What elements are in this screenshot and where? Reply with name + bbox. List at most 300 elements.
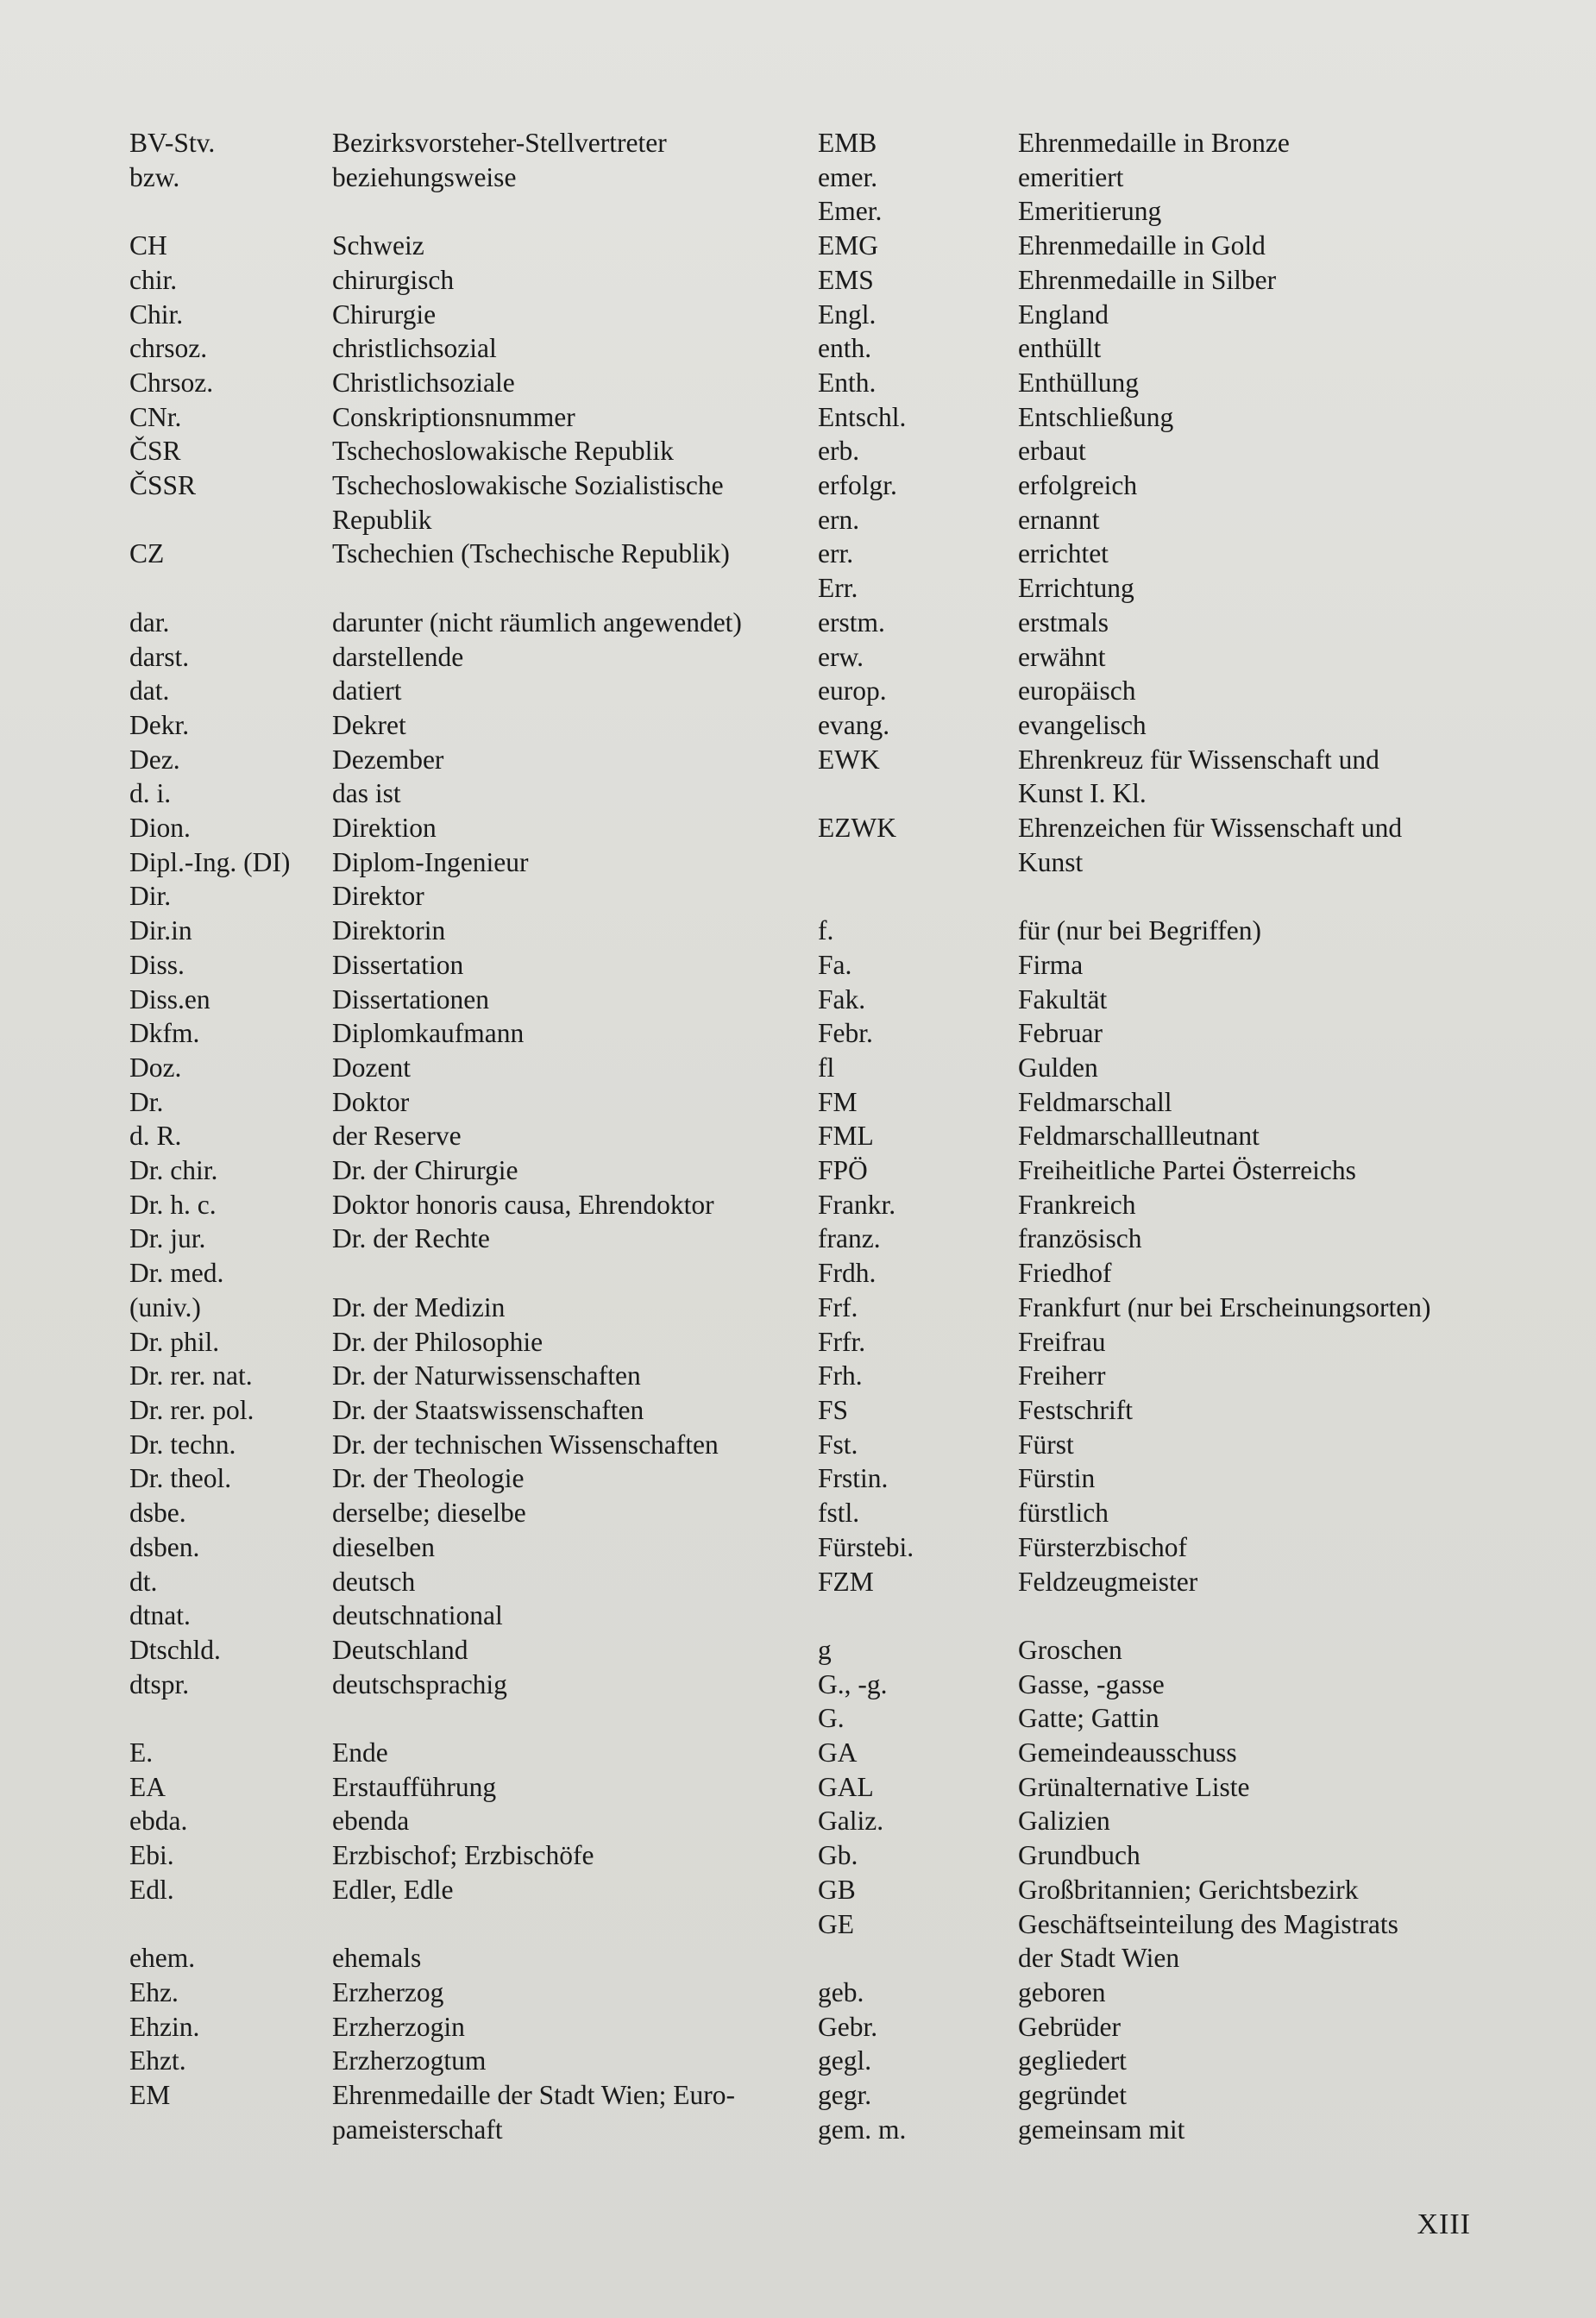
abbreviation-meaning [1018, 1907, 1525, 1976]
abbreviation-meaning [332, 983, 785, 1017]
abbreviation: dsbe. [129, 1498, 186, 1529]
abbreviation-meaning [1018, 160, 1525, 195]
abbreviation-entry [129, 1804, 785, 1838]
abbreviation: Dir. [129, 881, 172, 912]
meaning-line: errichtet [1018, 538, 1109, 569]
meaning-line: pameisterschaft [332, 2114, 503, 2145]
meaning-line: Friedhof [1018, 1258, 1112, 1289]
abbreviation-entry [818, 811, 1525, 879]
meaning-line: Gebrüder [1018, 2011, 1121, 2042]
abbreviation-entry [129, 1461, 785, 1496]
abbreviation: ehem. [129, 1943, 196, 1974]
abbreviation-meaning [1018, 331, 1525, 366]
meaning-line: deutschnational [332, 1600, 503, 1631]
abbreviation-entry [129, 1565, 785, 1599]
abbreviation-entry [818, 1119, 1525, 1153]
abbreviation-meaning [332, 1530, 785, 1565]
abbreviation-entry [129, 126, 785, 160]
abbreviation-entry [818, 298, 1525, 332]
abbreviation-meaning [1018, 1496, 1525, 1530]
abbreviation: Dr. chir. [129, 1155, 218, 1186]
abbreviation-entry [818, 2078, 1525, 2113]
abbreviation: Dr. [129, 1086, 164, 1117]
abbreviation-meaning [1018, 1804, 1525, 1838]
abbreviation: darst. [129, 641, 190, 672]
abbreviation: enth. [818, 333, 872, 364]
abbreviation-entry [129, 948, 785, 983]
abbreviation-meaning [1018, 708, 1525, 743]
meaning-line: Erzherzog [332, 1976, 444, 2007]
meaning-line: Freifrau [1018, 1326, 1106, 1357]
abbreviation-meaning [1018, 366, 1525, 400]
meaning-line: emeritiert [1018, 161, 1124, 192]
meaning-line: gemeinsam mit [1018, 2114, 1185, 2145]
abbreviation-entry [129, 1222, 785, 1256]
abbreviation-entry [129, 776, 785, 811]
abbreviation: Frfr. [818, 1326, 866, 1357]
abbreviation-entry [129, 1085, 785, 1120]
abbreviation-entry [129, 1256, 785, 1291]
abbreviation-meaning [332, 1976, 785, 2010]
abbreviation-meaning [1018, 640, 1525, 675]
abbreviation: dat. [129, 675, 170, 707]
abbreviation-entry [129, 1941, 785, 1976]
abbreviation-meaning [1018, 1668, 1525, 1702]
abbreviation-meaning [332, 1188, 785, 1222]
meaning-line: Christlichsoziale [332, 367, 515, 398]
abbreviation-meaning [332, 434, 785, 468]
abbreviation: dtnat. [129, 1600, 191, 1631]
meaning-line: Dr. der technischen Wissenschaften [332, 1429, 719, 1460]
abbreviation: d. R. [129, 1121, 182, 1152]
abbreviation: erb. [818, 436, 860, 467]
abbreviation: Entschl. [818, 401, 907, 432]
abbreviation: Fürstebi. [818, 1531, 914, 1562]
abbreviation-entry [818, 1085, 1525, 1120]
abbreviation: Dr. rer. pol. [129, 1394, 254, 1425]
abbreviation: FPÖ [818, 1155, 868, 1186]
meaning-line: Tschechoslowakische Sozialistische [332, 470, 724, 501]
meaning-line: Dr. der Naturwissenschaften [332, 1360, 641, 1391]
abbreviation: dt. [129, 1566, 158, 1597]
abbreviation-entry [129, 674, 785, 708]
abbreviation: europ. [818, 675, 887, 707]
abbreviation: E. [129, 1737, 154, 1768]
abbreviation-entry [818, 1907, 1525, 1976]
section-gap [129, 1701, 785, 1736]
abbreviation-entry [129, 1633, 785, 1668]
meaning-line: erwähnt [1018, 641, 1106, 672]
abbreviation-entry [129, 1325, 785, 1360]
meaning-line: Groschen [1018, 1634, 1122, 1665]
meaning-line: Ehrenmedaille in Gold [1018, 230, 1266, 261]
abbreviation-meaning [1018, 1633, 1525, 1668]
abbreviation-meaning [332, 1051, 785, 1085]
abbreviation-meaning [1018, 914, 1525, 948]
abbreviation: Frh. [818, 1360, 863, 1391]
meaning-line: christlichsozial [332, 333, 497, 364]
meaning-line: Direktion [332, 813, 437, 844]
meaning-line: Ende [332, 1737, 388, 1768]
abbreviation-entry [129, 879, 785, 914]
abbreviation-meaning [332, 914, 785, 948]
abbreviation-meaning [332, 1804, 785, 1838]
abbreviation-entry [818, 1428, 1525, 1462]
abbreviation: CZ [129, 538, 165, 569]
meaning-line: Doktor [332, 1086, 410, 1117]
abbreviation: FM [818, 1086, 858, 1117]
section-gap [818, 1599, 1525, 1633]
abbreviation-entry [129, 298, 785, 332]
abbreviation: G. [818, 1703, 845, 1734]
abbreviation: Err. [818, 573, 858, 604]
abbreviation: Frdh. [818, 1258, 877, 1289]
abbreviation-meaning [332, 1599, 785, 1633]
abbreviation-entry [818, 1668, 1525, 1702]
section-gap [129, 571, 785, 606]
meaning-line: Geschäftseinteilung des Magistrats [1018, 1908, 1398, 1939]
abbreviation: Dr. theol. [129, 1463, 232, 1494]
abbreviation: Dr. h. c. [129, 1189, 217, 1220]
abbreviation: Fa. [818, 949, 852, 980]
abbreviation-entry [818, 160, 1525, 195]
meaning-line: Februar [1018, 1018, 1103, 1049]
abbreviation-entry [129, 1873, 785, 1907]
meaning-line: Erzherzogtum [332, 2045, 487, 2076]
abbreviation-meaning [332, 331, 785, 366]
abbreviation-entry [818, 2113, 1525, 2147]
meaning-line: Dr. der Staatswissenschaften [332, 1394, 644, 1425]
abbreviation-meaning [1018, 1838, 1525, 1873]
abbreviation-entry [818, 1359, 1525, 1393]
abbreviation-meaning [332, 1496, 785, 1530]
abbreviation-meaning [1018, 1428, 1525, 1462]
abbreviation-entry [129, 468, 785, 537]
abbreviation-meaning [332, 1325, 785, 1360]
meaning-line: Bezirksvorsteher-Stellvertreter [332, 128, 667, 158]
abbreviation-entry [818, 263, 1525, 298]
abbreviation-meaning [332, 229, 785, 263]
abbreviation-entry [129, 708, 785, 743]
abbreviation: ČSSR [129, 470, 197, 501]
abbreviation-meaning [1018, 537, 1525, 571]
meaning-line: Chirurgie [332, 298, 437, 330]
abbreviation-meaning [1018, 1016, 1525, 1051]
meaning-line: Grünalternative Liste [1018, 1771, 1250, 1802]
abbreviation: ebda. [129, 1806, 188, 1837]
abbreviation: Dr. phil. [129, 1326, 220, 1357]
meaning-line: Festschrift [1018, 1395, 1133, 1425]
abbreviation: erfolgr. [818, 470, 897, 501]
meaning-line: Tschechoslowakische Republik [332, 436, 674, 467]
meaning-line: Dr. der Philosophie [332, 1326, 544, 1357]
abbreviation-entry [818, 1976, 1525, 2010]
abbreviation: EMS [818, 264, 874, 295]
abbreviation-entry [818, 1256, 1525, 1291]
abbreviation: Enth. [818, 367, 877, 398]
abbreviation-meaning [1018, 503, 1525, 537]
abbreviation-meaning [1018, 400, 1525, 435]
meaning-line: Entschließung [1018, 401, 1174, 432]
abbreviation-entry [818, 571, 1525, 606]
abbreviation-meaning [332, 776, 785, 811]
abbreviation-entry [818, 606, 1525, 640]
meaning-line: Feldmarschall [1018, 1086, 1172, 1117]
abbreviation-meaning [1018, 1153, 1525, 1188]
abbreviation-meaning [1018, 263, 1525, 298]
abbreviation-entry [129, 1359, 785, 1393]
abbreviation: GB [818, 1874, 856, 1905]
abbreviation-entry [129, 640, 785, 675]
abbreviation: chir. [129, 264, 178, 295]
abbreviation: ern. [818, 504, 860, 535]
abbreviation-entry [818, 400, 1525, 435]
meaning-line: Ehrenzeichen für Wissenschaft und [1018, 813, 1403, 844]
abbreviation-meaning [332, 400, 785, 435]
abbreviation: d. i. [129, 778, 172, 809]
abbreviation-entry [818, 1188, 1525, 1222]
abbreviation-entry [818, 194, 1525, 229]
abbreviation: Dez. [129, 744, 180, 775]
abbreviation-meaning [1018, 948, 1525, 983]
meaning-line: Kunst [1018, 846, 1084, 877]
abbreviation-meaning [332, 468, 785, 537]
meaning-line: datiert [332, 675, 402, 707]
meaning-line: fürstlich [1018, 1498, 1109, 1529]
abbreviation-meaning [332, 1153, 785, 1188]
meaning-line: gegründet [1018, 2080, 1127, 2111]
abbreviation: EA [129, 1771, 166, 1802]
meaning-line: erfolgreich [1018, 470, 1138, 501]
abbreviation: Dion. [129, 813, 191, 844]
abbreviation: FS [818, 1395, 849, 1425]
abbreviation: gem. m. [818, 2114, 907, 2145]
abbreviation-meaning [332, 1461, 785, 1496]
abbreviation: Ehz. [129, 1976, 179, 2007]
meaning-line: deutsch [332, 1566, 416, 1597]
meaning-line: erstmals [1018, 606, 1109, 638]
abbreviation-meaning [332, 537, 785, 571]
abbreviation: bzw. [129, 161, 180, 192]
abbreviation-entry [818, 434, 1525, 468]
abbreviation-meaning [1018, 1736, 1525, 1770]
abbreviation-entry [129, 1291, 785, 1325]
abbreviation: Edl. [129, 1874, 174, 1905]
meaning-line: darstellende [332, 641, 464, 672]
abbreviation-entry [818, 331, 1525, 366]
abbreviation-meaning [1018, 571, 1525, 606]
meaning-line: Schweiz [332, 230, 424, 261]
abbreviation-meaning [1018, 229, 1525, 263]
abbreviation-meaning [332, 1668, 785, 1702]
abbreviation: Dipl.-Ing. (DI) [129, 846, 291, 877]
abbreviation-entry [129, 160, 785, 195]
abbreviation-meaning [1018, 434, 1525, 468]
abbreviation-entry [129, 1599, 785, 1633]
abbreviation: Dr. med. [129, 1258, 224, 1289]
abbreviation: Chrsoz. [129, 367, 214, 398]
abbreviation: (univ.) [129, 1291, 201, 1322]
meaning-line: Gasse, -gasse [1018, 1668, 1165, 1699]
meaning-line: Dissertation [332, 949, 464, 980]
meaning-line: Fürsterzbischof [1018, 1531, 1187, 1562]
abbreviation-entry [818, 1804, 1525, 1838]
abbreviation: emer. [818, 161, 878, 192]
abbreviation: Diss.en [129, 983, 210, 1015]
abbreviation-meaning [332, 1393, 785, 1428]
abbreviation-entry [129, 1770, 785, 1805]
abbreviation: gegr. [818, 2080, 872, 2111]
abbreviation-entry [818, 1393, 1525, 1428]
meaning-line: Tschechien (Tschechische Republik) [332, 538, 730, 569]
meaning-line: Dezember [332, 744, 444, 775]
abbreviation-entry [818, 2044, 1525, 2078]
abbreviation: fstl. [818, 1498, 860, 1529]
abbreviation: erw. [818, 641, 864, 672]
abbreviation-meaning [1018, 194, 1525, 229]
abbreviation-meaning [332, 1428, 785, 1462]
abbreviation-meaning [332, 1770, 785, 1805]
abbreviation-meaning [332, 1736, 785, 1770]
meaning-line: Erzherzogin [332, 2011, 465, 2042]
meaning-line: das ist [332, 778, 401, 809]
abbreviation: Dr. rer. nat. [129, 1360, 253, 1391]
abbreviation-meaning [332, 811, 785, 845]
abbreviation-meaning [1018, 1565, 1525, 1599]
abbreviation-entry [818, 948, 1525, 983]
abbreviation: evang. [818, 709, 890, 740]
abbreviation-meaning [332, 2044, 785, 2078]
meaning-line: Freiherr [1018, 1360, 1106, 1391]
abbreviation: EWK [818, 744, 880, 775]
meaning-line: Errichtung [1018, 573, 1134, 604]
abbreviation-entry [818, 708, 1525, 743]
abbreviation-meaning [1018, 1291, 1525, 1325]
abbreviation-meaning [1018, 606, 1525, 640]
meaning-line: Galizien [1018, 1806, 1110, 1837]
abbreviation-entry [818, 1530, 1525, 1565]
abbreviation-entry [818, 229, 1525, 263]
abbreviation: Frstin. [818, 1463, 889, 1494]
abbreviation-meaning [1018, 1188, 1525, 1222]
meaning-line: Deutschland [332, 1634, 468, 1665]
meaning-line: Erzbischof; Erzbischöfe [332, 1840, 594, 1871]
meaning-line: für (nur bei Begriffen) [1018, 915, 1261, 946]
abbreviation: Frankr. [818, 1189, 896, 1220]
abbreviation: BV-Stv. [129, 128, 216, 158]
abbreviation-entry [818, 1701, 1525, 1736]
abbreviation-entry [129, 1153, 785, 1188]
abbreviation: fl [818, 1052, 835, 1083]
abbreviation-entry [818, 674, 1525, 708]
abbreviation-entry [818, 1565, 1525, 1599]
abbreviation: Frf. [818, 1291, 858, 1322]
abbreviation-entry [818, 468, 1525, 503]
abbreviation: g [818, 1634, 832, 1665]
meaning-line: Dekret [332, 709, 406, 740]
abbreviation-entry [129, 537, 785, 571]
meaning-line: Fürstin [1018, 1463, 1096, 1494]
abbreviation: Fak. [818, 983, 866, 1015]
abbreviation-meaning [1018, 2113, 1525, 2147]
abbreviation-entry [129, 2010, 785, 2045]
abbreviation: Dekr. [129, 709, 190, 740]
meaning-line: Firma [1018, 949, 1084, 980]
meaning-line: gegliedert [1018, 2045, 1127, 2076]
abbreviation: CNr. [129, 401, 182, 432]
abbreviation: geb. [818, 1976, 864, 2007]
meaning-line: Ehrenmedaille in Bronze [1018, 128, 1290, 158]
meaning-line: Gulden [1018, 1052, 1098, 1083]
meaning-line: Dr. der Chirurgie [332, 1155, 518, 1186]
meaning-line: Fakultät [1018, 983, 1108, 1015]
meaning-line: Direktor [332, 881, 424, 912]
abbreviation-meaning [1018, 811, 1525, 879]
meaning-line: Gatte; Gattin [1018, 1703, 1159, 1734]
abbreviation-entry [129, 845, 785, 880]
abbreviation-entry [129, 1530, 785, 1565]
abbreviation-entry [818, 1736, 1525, 1770]
abbreviation-entry [818, 1633, 1525, 1668]
meaning-line: Frankfurt (nur bei Erscheinungsorten) [1018, 1291, 1431, 1322]
abbreviation: G., -g. [818, 1668, 888, 1699]
abbreviation-entry [129, 2044, 785, 2078]
abbreviation: Dr. jur. [129, 1223, 206, 1254]
meaning-line: ehemals [332, 1943, 422, 1974]
abbreviation: Ebi. [129, 1840, 174, 1871]
abbreviation-meaning [332, 1838, 785, 1873]
abbreviation: EZWK [818, 813, 896, 844]
page-number: XIII [1417, 2208, 1471, 2240]
abbreviation: Doz. [129, 1052, 182, 1083]
meaning-line: geboren [1018, 1976, 1106, 2007]
meaning-line: Ehrenkreuz für Wissenschaft und [1018, 744, 1379, 775]
meaning-line: Conskriptionsnummer [332, 401, 575, 432]
abbreviation-meaning [1018, 1701, 1525, 1736]
abbreviation-meaning [1018, 2010, 1525, 2045]
meaning-line: Freiheitliche Partei Österreichs [1018, 1155, 1356, 1186]
meaning-line: Dr. der Rechte [332, 1223, 490, 1254]
abbreviation: Dkfm. [129, 1018, 200, 1049]
abbreviation-meaning [1018, 1119, 1525, 1153]
abbreviation-entry [818, 1873, 1525, 1907]
meaning-line: europäisch [1018, 675, 1136, 707]
meaning-line: Feldzeugmeister [1018, 1566, 1198, 1597]
abbreviation-meaning [1018, 1256, 1525, 1291]
abbreviation-meaning [332, 298, 785, 332]
abbreviation: Fst. [818, 1429, 858, 1460]
abbreviation: Chir. [129, 298, 184, 330]
abbreviation: err. [818, 538, 854, 569]
abbreviation-entry [129, 983, 785, 1017]
abbreviation-meaning [1018, 126, 1525, 160]
abbreviation: Diss. [129, 949, 185, 980]
meaning-line: enthüllt [1018, 333, 1102, 364]
abbreviation-entry [129, 263, 785, 298]
abbreviation-entry [818, 503, 1525, 537]
abbreviation-meaning [332, 606, 785, 640]
meaning-line: Emeritierung [1018, 196, 1162, 227]
meaning-line: chirurgisch [332, 264, 455, 295]
abbreviation-entry [818, 1153, 1525, 1188]
abbreviation-meaning [332, 1565, 785, 1599]
abbreviation: Gebr. [818, 2011, 878, 2042]
abbreviation-entry [129, 1188, 785, 1222]
abbreviation-entry [818, 1770, 1525, 1805]
abbreviation: Galiz. [818, 1806, 884, 1837]
abbreviation-meaning [332, 1291, 785, 1325]
meaning-line: ebenda [332, 1806, 410, 1837]
